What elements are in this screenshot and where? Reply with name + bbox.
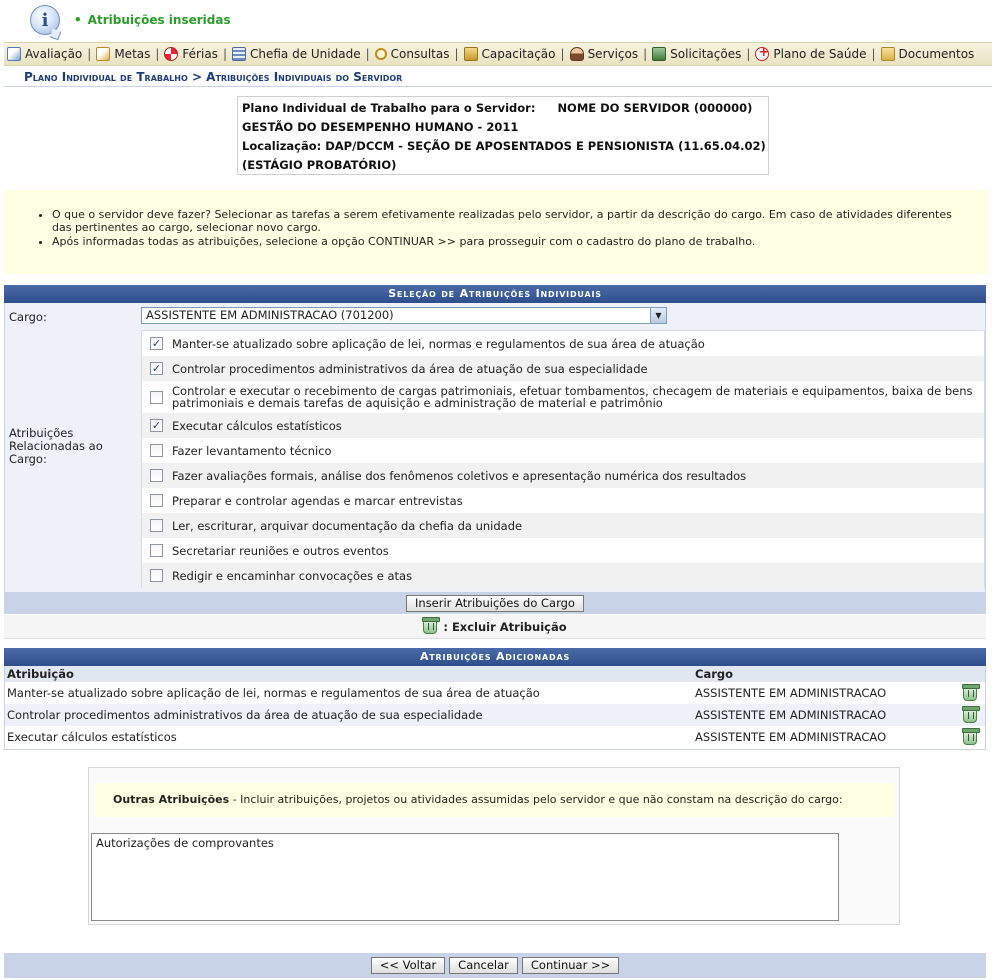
selection-panel-title: Seleção de Atribuições Individuais: [4, 285, 986, 303]
insert-atribuicoes-button[interactable]: Inserir Atribuições do Cargo: [406, 595, 584, 612]
location: Localização: DAP/DCCM - SEÇÃO DE APOSENTADOS E PENSIONISTA (11.65.04.02): [242, 139, 766, 153]
menu-separator: |: [643, 47, 648, 61]
atribuicao-option[interactable]: ✓ Manter-se atualizado sobre aplicação de lei, normas e regulamentos de sua área de atuação: [151, 336, 705, 351]
delete-legend-text: : Excluir Atribuição: [443, 619, 567, 634]
training-icon: [464, 47, 478, 61]
atribuicao-option[interactable]: ✓ Controlar procedimentos administrativos da área de atuação de sua especialidade: [142, 356, 984, 381]
atribuicao-checkbox[interactable]: [150, 544, 163, 557]
server-name: NOME DO SERVIDOR (000000): [557, 101, 753, 115]
documents-icon: [881, 47, 895, 61]
atribuicao-checkbox[interactable]: [150, 519, 163, 532]
added-atribuicoes-table: [4, 666, 986, 750]
menu-item-avaliacao[interactable]: Avaliação: [4, 47, 85, 61]
menu-separator: |: [222, 47, 227, 61]
instructions-box: [4, 190, 988, 274]
atribuicao-option[interactable]: ✓ Executar cálculos estatísticos: [142, 413, 984, 438]
atribuicao-option[interactable]: Fazer avaliações formais, análise dos fenômenos coletivos e apresentação numérica dos resultados: [142, 463, 984, 488]
info-icon: i: [30, 5, 60, 35]
menu-item-servicos[interactable]: Serviços: [567, 47, 642, 61]
breadcrumb: Plano Individual de Trabalho > Atribuições Individuais do Servidor: [4, 67, 992, 87]
program-name: GESTÃO DO DESEMPENHO HUMANO - 2011: [242, 120, 519, 134]
atribuicao-checkbox[interactable]: [150, 444, 163, 457]
menu-item-chefia[interactable]: Chefia de Unidade: [229, 47, 364, 61]
atribuicao-option[interactable]: Secretariar reuniões e outros eventos: [142, 538, 984, 563]
atribuicao-checkbox[interactable]: ✓: [151, 337, 162, 350]
menu-item-capacitacao[interactable]: Capacitação: [461, 47, 559, 61]
table-header: [5, 666, 985, 682]
selection-form-footer: [4, 592, 986, 614]
cargo-label: Cargo:: [9, 310, 47, 324]
atribuicao-checkbox[interactable]: ✓: [151, 362, 162, 375]
cancel-button[interactable]: Cancelar: [449, 957, 518, 974]
atribuicao-option[interactable]: Controlar e executar o recebimento de cargas patrimoniais, efetuar tombamentos, checagem de materiais e equipamentos, baixa de bens patrimoniais e demais tarefas de aquisição e administração de material e patrimônio: [142, 381, 984, 413]
atribuicoes-label: Atribuições Relacionadas ao Cargo:: [9, 426, 103, 466]
server-status: (ESTÁGIO PROBATÓRIO): [242, 158, 397, 172]
plan-label: Plano Individual de Trabalho para o Servidor:: [242, 101, 536, 115]
menu-separator: |: [560, 47, 565, 61]
goals-icon: [96, 47, 110, 61]
requests-icon: [652, 47, 666, 61]
menu-separator: |: [454, 47, 459, 61]
atribuicao-option[interactable]: Fazer levantamento técnico: [142, 438, 984, 463]
server-row: [242, 99, 764, 118]
table-row: Controlar procedimentos administrativos da área de atuação de sua especialidade ASSISTENTE EM ADMINISTRACAO: [5, 704, 985, 726]
server-info-box: [237, 96, 769, 175]
outras-atribuicoes-section: [88, 767, 900, 925]
services-icon: [570, 47, 584, 61]
atribuicao-checkbox[interactable]: ✓: [151, 419, 162, 432]
cargo-selected-value: ASSISTENTE EM ADMINISTRACAO (701200): [146, 308, 394, 322]
selection-form: [4, 303, 986, 592]
menu-item-solicitacoes[interactable]: Solicitações: [649, 47, 744, 61]
bottom-button-bar: [4, 953, 986, 978]
instruction-item: • Após informadas todas as atribuições, selecione a opção CONTINUAR >> para prosseguir com o cadastro do plano de trabalho.: [52, 235, 958, 248]
outras-atribuicoes-label: Outras Atribuições - Incluir atribuições, projetos ou atividades assumidas pelo servidor e que não constam na descrição do cargo:: [95, 783, 895, 817]
success-message-text: • Atribuições inseridas: [74, 13, 231, 27]
instruction-item: • O que o servidor deve fazer? Selecionar as tarefas a serem efetivamente realizadas pelo servidor, a partir da descrição do cargo. Em caso de atividades diferentes das pertinentes ao cargo, selecionar novo cargo.: [52, 208, 958, 234]
menu-item-documentos[interactable]: Documentos: [878, 47, 978, 61]
menu-item-consultas[interactable]: Consultas: [372, 47, 453, 61]
chevron-down-icon[interactable]: ▼: [650, 308, 666, 323]
atribuicao-option[interactable]: Preparar e controlar agendas e marcar entrevistas: [142, 488, 984, 513]
menu-item-metas[interactable]: Metas: [93, 47, 153, 61]
vacation-icon: [164, 47, 178, 61]
menu-separator: |: [871, 47, 876, 61]
atribuicao-checkbox[interactable]: [150, 569, 163, 582]
back-button[interactable]: << Voltar: [371, 957, 445, 974]
trash-icon[interactable]: [963, 730, 977, 745]
top-menu: [4, 42, 992, 66]
evaluation-icon: [7, 47, 21, 61]
trash-icon: [423, 619, 437, 634]
cargo-select[interactable]: [141, 307, 667, 324]
trash-icon[interactable]: [963, 686, 977, 701]
success-message: [30, 3, 231, 37]
unit-head-icon: [232, 47, 246, 61]
atribuicoes-list: [141, 330, 985, 588]
menu-item-ferias[interactable]: Férias: [161, 47, 221, 61]
table-row: Executar cálculos estatísticos ASSISTENTE EM ADMINISTRACAO: [5, 726, 985, 748]
delete-legend: [4, 615, 986, 639]
health-plan-icon: [755, 47, 769, 61]
atribuicao-option[interactable]: Redigir e encaminhar convocações e atas: [142, 563, 984, 588]
atribuicao-checkbox[interactable]: [150, 494, 163, 507]
menu-separator: |: [746, 47, 751, 61]
menu-separator: |: [155, 47, 160, 61]
menu-item-plano-saude[interactable]: + Plano de Saúde: [752, 47, 869, 61]
search-icon: [375, 48, 387, 60]
atribuicao-checkbox[interactable]: [150, 391, 163, 404]
atribuicao-option[interactable]: Ler, escriturar, arquivar documentação da chefia da unidade: [142, 513, 984, 538]
column-header-cargo: Cargo: [695, 667, 734, 681]
menu-separator: |: [365, 47, 370, 61]
outras-atribuicoes-textarea[interactable]: Autorizações de comprovantes: [91, 833, 839, 921]
table-row: Manter-se atualizado sobre aplicação de lei, normas e regulamentos de sua área de atuação ASSISTENTE EM ADMINISTRACAO: [5, 682, 985, 704]
column-header-atribuicao: Atribuição: [7, 667, 74, 681]
trash-icon[interactable]: [963, 708, 977, 723]
continue-button[interactable]: Continuar >>: [522, 957, 619, 974]
atribuicao-checkbox[interactable]: [150, 469, 163, 482]
added-panel-title: Atribuições Adicionadas: [4, 648, 986, 666]
menu-separator: |: [87, 47, 92, 61]
